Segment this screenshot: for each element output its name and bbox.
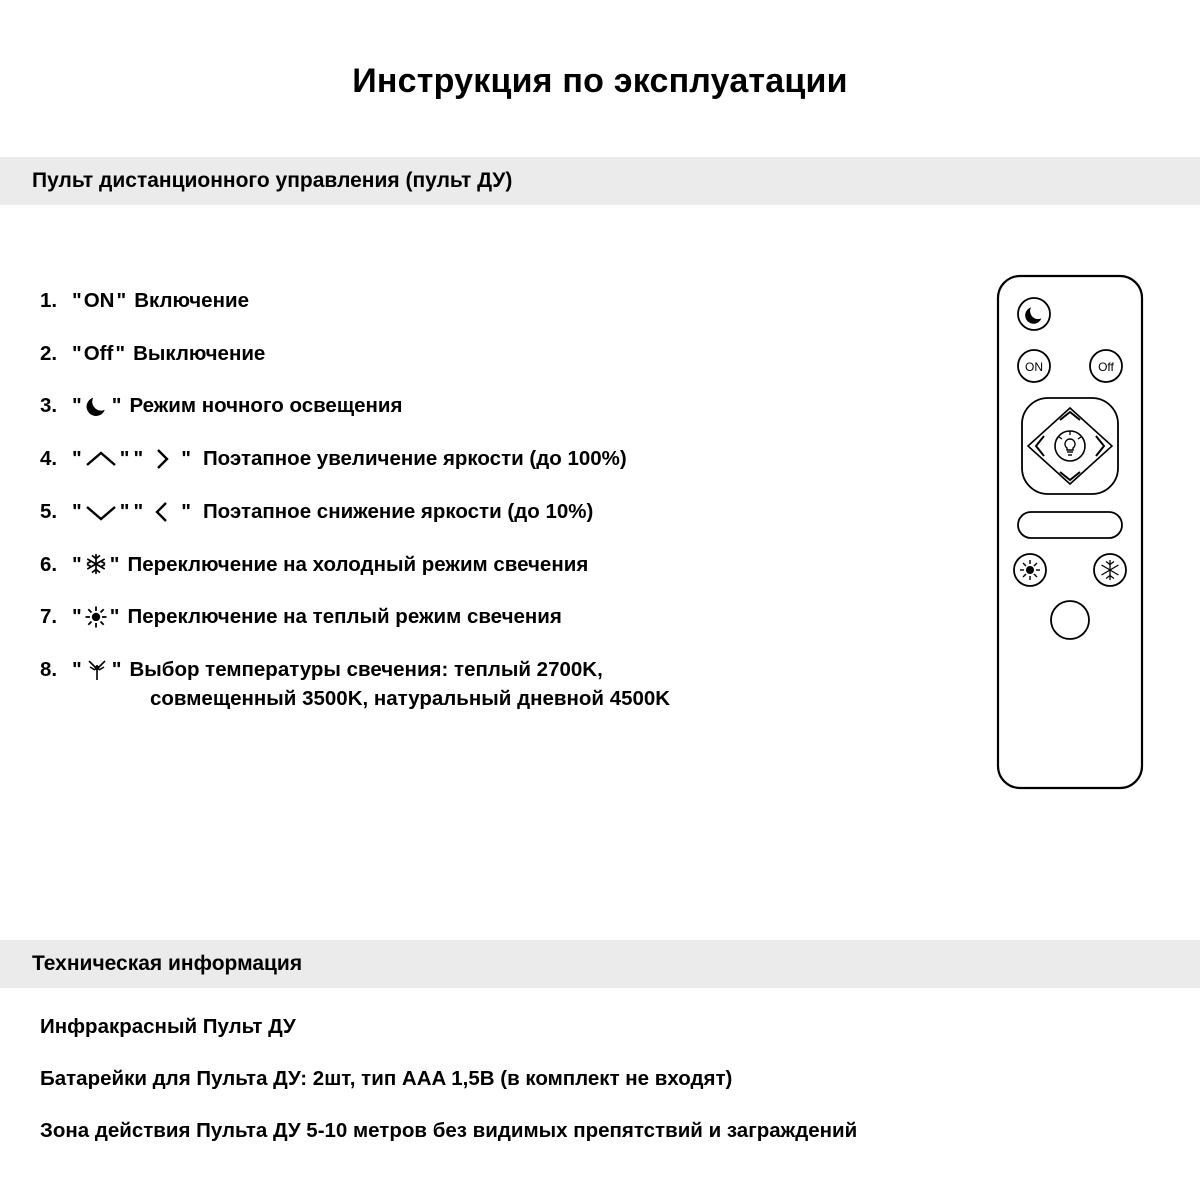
- list-item: [40, 499, 940, 525]
- quote-open: ": [72, 552, 82, 576]
- list-item-text: Выключение: [133, 341, 266, 365]
- chevron-up-icon: [84, 448, 118, 470]
- list-item: [40, 446, 940, 472]
- snowflake-icon: [84, 552, 108, 576]
- remote-round-button: [1051, 601, 1089, 639]
- quote-open: ": [72, 657, 82, 681]
- quote-close: ": [111, 394, 122, 418]
- list-item-number: 1.: [40, 289, 58, 312]
- chevron-down-icon: [84, 501, 118, 523]
- quote-close: ": [119, 499, 130, 523]
- section-header-tech-label: Техническая информация: [32, 952, 303, 975]
- quote-open: ": [72, 605, 82, 629]
- list-item-number: 5.: [40, 499, 58, 523]
- remote-night-button: [1018, 298, 1050, 330]
- quote-open-2: ": [133, 447, 144, 471]
- list-item: [40, 657, 940, 683]
- list-item-text: Переключение на холодный режим свечения: [127, 552, 589, 576]
- off-text-icon: Off: [83, 341, 114, 365]
- quote-open: ": [72, 341, 82, 365]
- list-item-number: 4.: [40, 447, 58, 471]
- list-item-number: 8.: [40, 657, 58, 681]
- quote-open: ": [72, 499, 82, 523]
- quote-close: ": [109, 552, 120, 576]
- quote-close-2: ": [181, 447, 191, 471]
- tech-info-line: Инфракрасный Пульт ДУ: [40, 1015, 296, 1038]
- sun-icon: [1020, 560, 1040, 580]
- list-item: [40, 288, 940, 314]
- tech-info-line: Зона действия Пульта ДУ 5-10 метров без видимых препятствий и заграждений: [40, 1119, 858, 1142]
- list-item-text: Выбор температуры свечения: теплый 2700K,: [129, 657, 603, 681]
- quote-close: ": [111, 657, 122, 681]
- list-item-8-wrapper: [40, 657, 940, 711]
- section-header-remote: [0, 157, 1200, 205]
- list-item-number: 2.: [40, 341, 58, 365]
- chevron-left-icon: [145, 501, 179, 523]
- list-item-body: [70, 393, 402, 419]
- quote-close: ": [115, 341, 126, 365]
- remote-center-button: [1055, 431, 1085, 461]
- list-item-text-line2: совмещенный 3500K, натуральный дневной 4500K: [150, 686, 671, 710]
- remote-instruction-list: [40, 288, 940, 711]
- sun-icon: [84, 605, 108, 629]
- quote-open: ": [72, 394, 82, 418]
- on-text-icon: ON: [83, 289, 115, 312]
- list-item-body: [70, 341, 265, 367]
- list-item: [40, 393, 940, 419]
- list-item-body: [70, 288, 249, 314]
- sun-snow-icon: [84, 657, 110, 683]
- tech-info-list: [40, 1015, 1170, 1171]
- list-item-body: [70, 499, 593, 525]
- list-item-body: [70, 604, 562, 630]
- chevron-right-icon: [145, 448, 179, 470]
- remote-control-illustration: [990, 272, 1150, 792]
- list-item-number: 6.: [40, 552, 58, 576]
- list-item: [40, 341, 940, 367]
- page-title: Инструкция по эксплуатации: [352, 62, 848, 100]
- list-item-body: [70, 657, 603, 683]
- quote-close: ": [116, 289, 127, 312]
- section-header-remote-label: Пульт дистанционного управления (пульт ДУ): [32, 169, 513, 192]
- list-item-number: 3.: [40, 394, 58, 418]
- remote-on-label: ON: [1025, 360, 1043, 374]
- quote-open: ": [72, 289, 82, 312]
- list-item-text: Включение: [134, 289, 249, 312]
- quote-close: ": [119, 447, 130, 471]
- moon-icon: [84, 393, 110, 419]
- list-item-number: 7.: [40, 605, 58, 629]
- list-item-body: [70, 446, 627, 472]
- quote-close: ": [109, 605, 120, 629]
- list-item: [40, 552, 940, 578]
- list-item-text: Поэтапное увеличение яркости (до 100%): [202, 447, 627, 471]
- quote-open: ": [72, 447, 82, 471]
- list-item: [40, 604, 940, 630]
- remote-off-label: Off: [1098, 360, 1114, 374]
- list-item-text: Переключение на теплый режим свечения: [127, 605, 562, 629]
- quote-close-2: ": [181, 499, 191, 523]
- quote-open-2: ": [133, 499, 144, 523]
- remote-bar-button: [1018, 512, 1122, 538]
- tech-info-line: Батарейки для Пульта ДУ: 2шт, тип AAA 1,5В (в комплект не входят): [40, 1067, 733, 1090]
- list-item-body: [70, 552, 588, 578]
- list-item-text: Режим ночного освещения: [129, 394, 403, 418]
- list-item-text: Поэтапное снижение яркости (до 10%): [202, 499, 594, 523]
- section-header-tech: [0, 940, 1200, 988]
